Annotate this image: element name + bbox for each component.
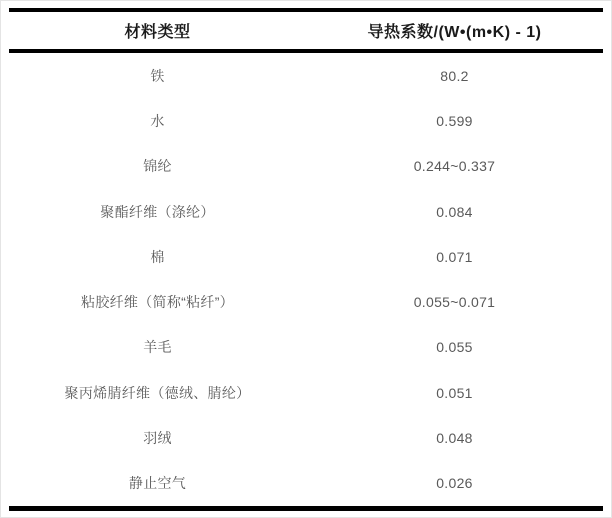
table-row <box>9 325 603 370</box>
value-cell: 0.051 <box>436 384 473 401</box>
table-row <box>9 189 603 234</box>
material-cell: 聚酯纤维（涤纶） <box>100 203 215 220</box>
materials-table <box>9 8 603 511</box>
value-cell: 0.244~0.337 <box>413 158 496 175</box>
value-cell: 0.026 <box>436 475 473 492</box>
table-row <box>9 461 603 506</box>
table-row <box>9 415 603 460</box>
table-body <box>9 53 603 506</box>
value-cell: 80.2 <box>440 67 469 84</box>
column-header-material-type: 材料类型 <box>124 24 191 41</box>
material-cell: 羽绒 <box>143 430 172 447</box>
column-header-thermal-conductivity: 导热系数/(W•(m•K) - 1) <box>367 24 542 41</box>
material-cell: 粘胶纤维（简称“粘纤”） <box>81 294 234 311</box>
value-cell: 0.055 <box>436 339 473 356</box>
table-bottom-rule <box>9 506 603 511</box>
value-cell: 0.599 <box>436 112 473 129</box>
table-row <box>9 370 603 415</box>
value-cell: 0.084 <box>436 203 473 220</box>
value-cell: 0.048 <box>436 430 473 447</box>
material-cell: 静止空气 <box>128 475 187 492</box>
value-cell: 0.071 <box>436 248 473 265</box>
table-row <box>9 234 603 279</box>
table-row <box>9 98 603 143</box>
material-cell: 锦纶 <box>143 158 172 175</box>
material-cell: 羊毛 <box>143 339 172 356</box>
material-cell: 聚丙烯腈纤维（德绒、腈纶） <box>64 384 251 401</box>
material-cell: 水 <box>150 112 165 129</box>
material-cell: 棉 <box>150 248 165 265</box>
value-cell: 0.055~0.071 <box>413 294 496 311</box>
table-row <box>9 53 603 98</box>
table-row <box>9 279 603 324</box>
table-header-row <box>9 12 603 49</box>
material-cell: 铁 <box>150 67 165 84</box>
table-row <box>9 144 603 189</box>
